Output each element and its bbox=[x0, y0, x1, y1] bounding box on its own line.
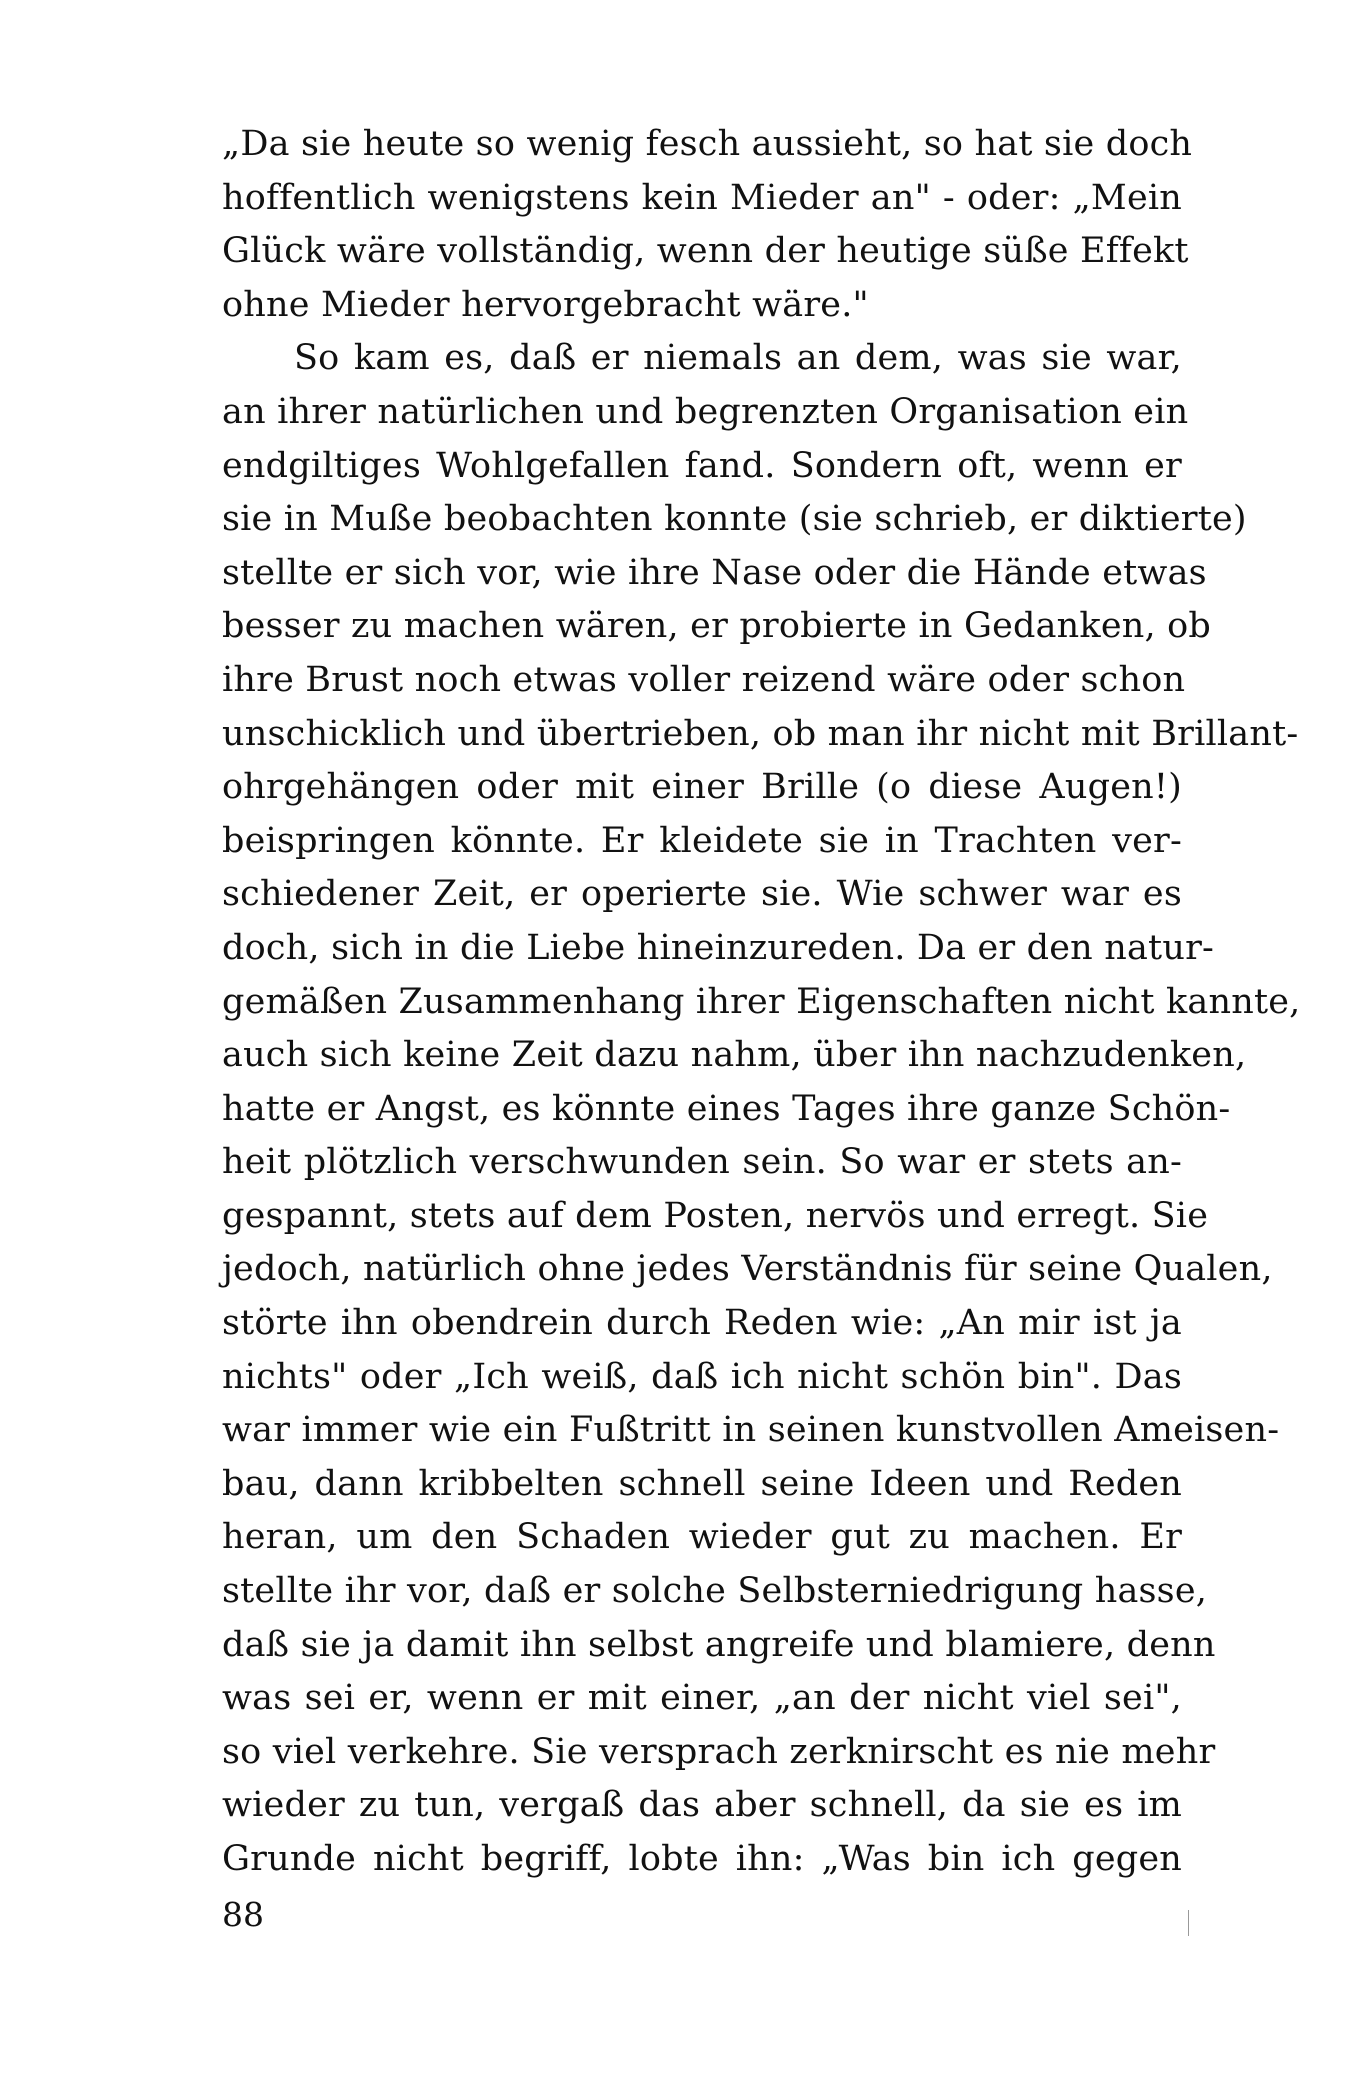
text-line: besser zu machen wären, er probierte in Gedanken, ob bbox=[222, 606, 1212, 647]
text-line: beispringen könnte. Er kleidete sie in Trachten ver- bbox=[222, 820, 1182, 861]
text-line: was sei er, wenn er mit einer, „an der nicht viel sei", bbox=[222, 1678, 1182, 1719]
body-text bbox=[222, 118, 1301, 1887]
text-line: schiedener Zeit, er operierte sie. Wie schwer war es bbox=[222, 874, 1182, 915]
text-line: heran, um den Schaden wieder gut zu machen. Er bbox=[222, 1517, 1182, 1558]
text-line: hoffentlich wenigstens kein Mieder an" - oder: „Mein bbox=[222, 177, 1182, 218]
text-line: war immer wie ein Fußtritt in seinen kunstvollen Ameisen- bbox=[222, 1410, 1280, 1451]
text-line: gemäßen Zusammenhang ihrer Eigenschaften nicht kannte, bbox=[222, 981, 1301, 1022]
text-line: doch, sich in die Liebe hineinzureden. Da er den natur- bbox=[222, 927, 1215, 968]
text-line: stellte ihr vor, daß er solche Selbsterniedrigung hasse, bbox=[222, 1571, 1208, 1612]
text-line: wieder zu tun, vergaß das aber schnell, da sie es im bbox=[222, 1785, 1182, 1826]
text-line: Glück wäre vollständig, wenn der heutige süße Effekt bbox=[222, 231, 1189, 272]
text-line: auch sich keine Zeit dazu nahm, über ihn nachzudenken, bbox=[222, 1035, 1247, 1076]
text-line: an ihrer natürlichen und begrenzten Organisation ein bbox=[222, 391, 1189, 432]
text-line: stellte er sich vor, wie ihre Nase oder die Hände etwas bbox=[222, 552, 1207, 593]
page-number: 88 bbox=[222, 1895, 264, 1934]
margin-mark bbox=[1188, 1910, 1189, 1936]
text-line: störte ihn obendrein durch Reden wie: „An mir ist ja bbox=[222, 1303, 1182, 1344]
text-line: sie in Muße beobachten konnte (sie schrieb, er diktierte) bbox=[222, 499, 1247, 540]
text-line: jedoch, natürlich ohne jedes Verständnis für seine Qualen, bbox=[222, 1249, 1273, 1290]
text-line: ohrgehängen oder mit einer Brille (o diese Augen!) bbox=[222, 767, 1182, 808]
text-line: so viel verkehre. Sie versprach zerknirscht es nie mehr bbox=[222, 1731, 1216, 1772]
text-line: Grunde nicht begriff, lobte ihn: „Was bin ich gegen bbox=[222, 1839, 1182, 1879]
text-line: heit plötzlich verschwunden sein. So war er stets an- bbox=[222, 1142, 1182, 1183]
text-line: unschicklich und übertrieben, ob man ihr nicht mit Brillant- bbox=[222, 713, 1299, 754]
text-line: hatte er Angst, es könnte eines Tages ihre ganze Schön- bbox=[222, 1088, 1231, 1129]
text-line: gespannt, stets auf dem Posten, nervös und erregt. Sie bbox=[222, 1195, 1209, 1236]
text-line: ohne Mieder hervorgebracht wäre." bbox=[222, 284, 869, 325]
text-line: nichts" oder „Ich weiß, daß ich nicht schön bin". Das bbox=[222, 1356, 1182, 1397]
text-line: „Da sie heute so wenig fesch aussieht, so hat sie doch bbox=[222, 124, 1193, 164]
text-line: ihre Brust noch etwas voller reizend wäre oder schon bbox=[222, 659, 1186, 700]
text-line: bau, dann kribbelten schnell seine Ideen und Reden bbox=[222, 1463, 1182, 1504]
text-line: daß sie ja damit ihn selbst angreife und blamiere, denn bbox=[222, 1624, 1216, 1665]
text-line: endgiltiges Wohlgefallen fand. Sondern oft, wenn er bbox=[222, 445, 1182, 486]
text-line: So kam es, daß er niemals an dem, was sie war, bbox=[294, 338, 1182, 379]
